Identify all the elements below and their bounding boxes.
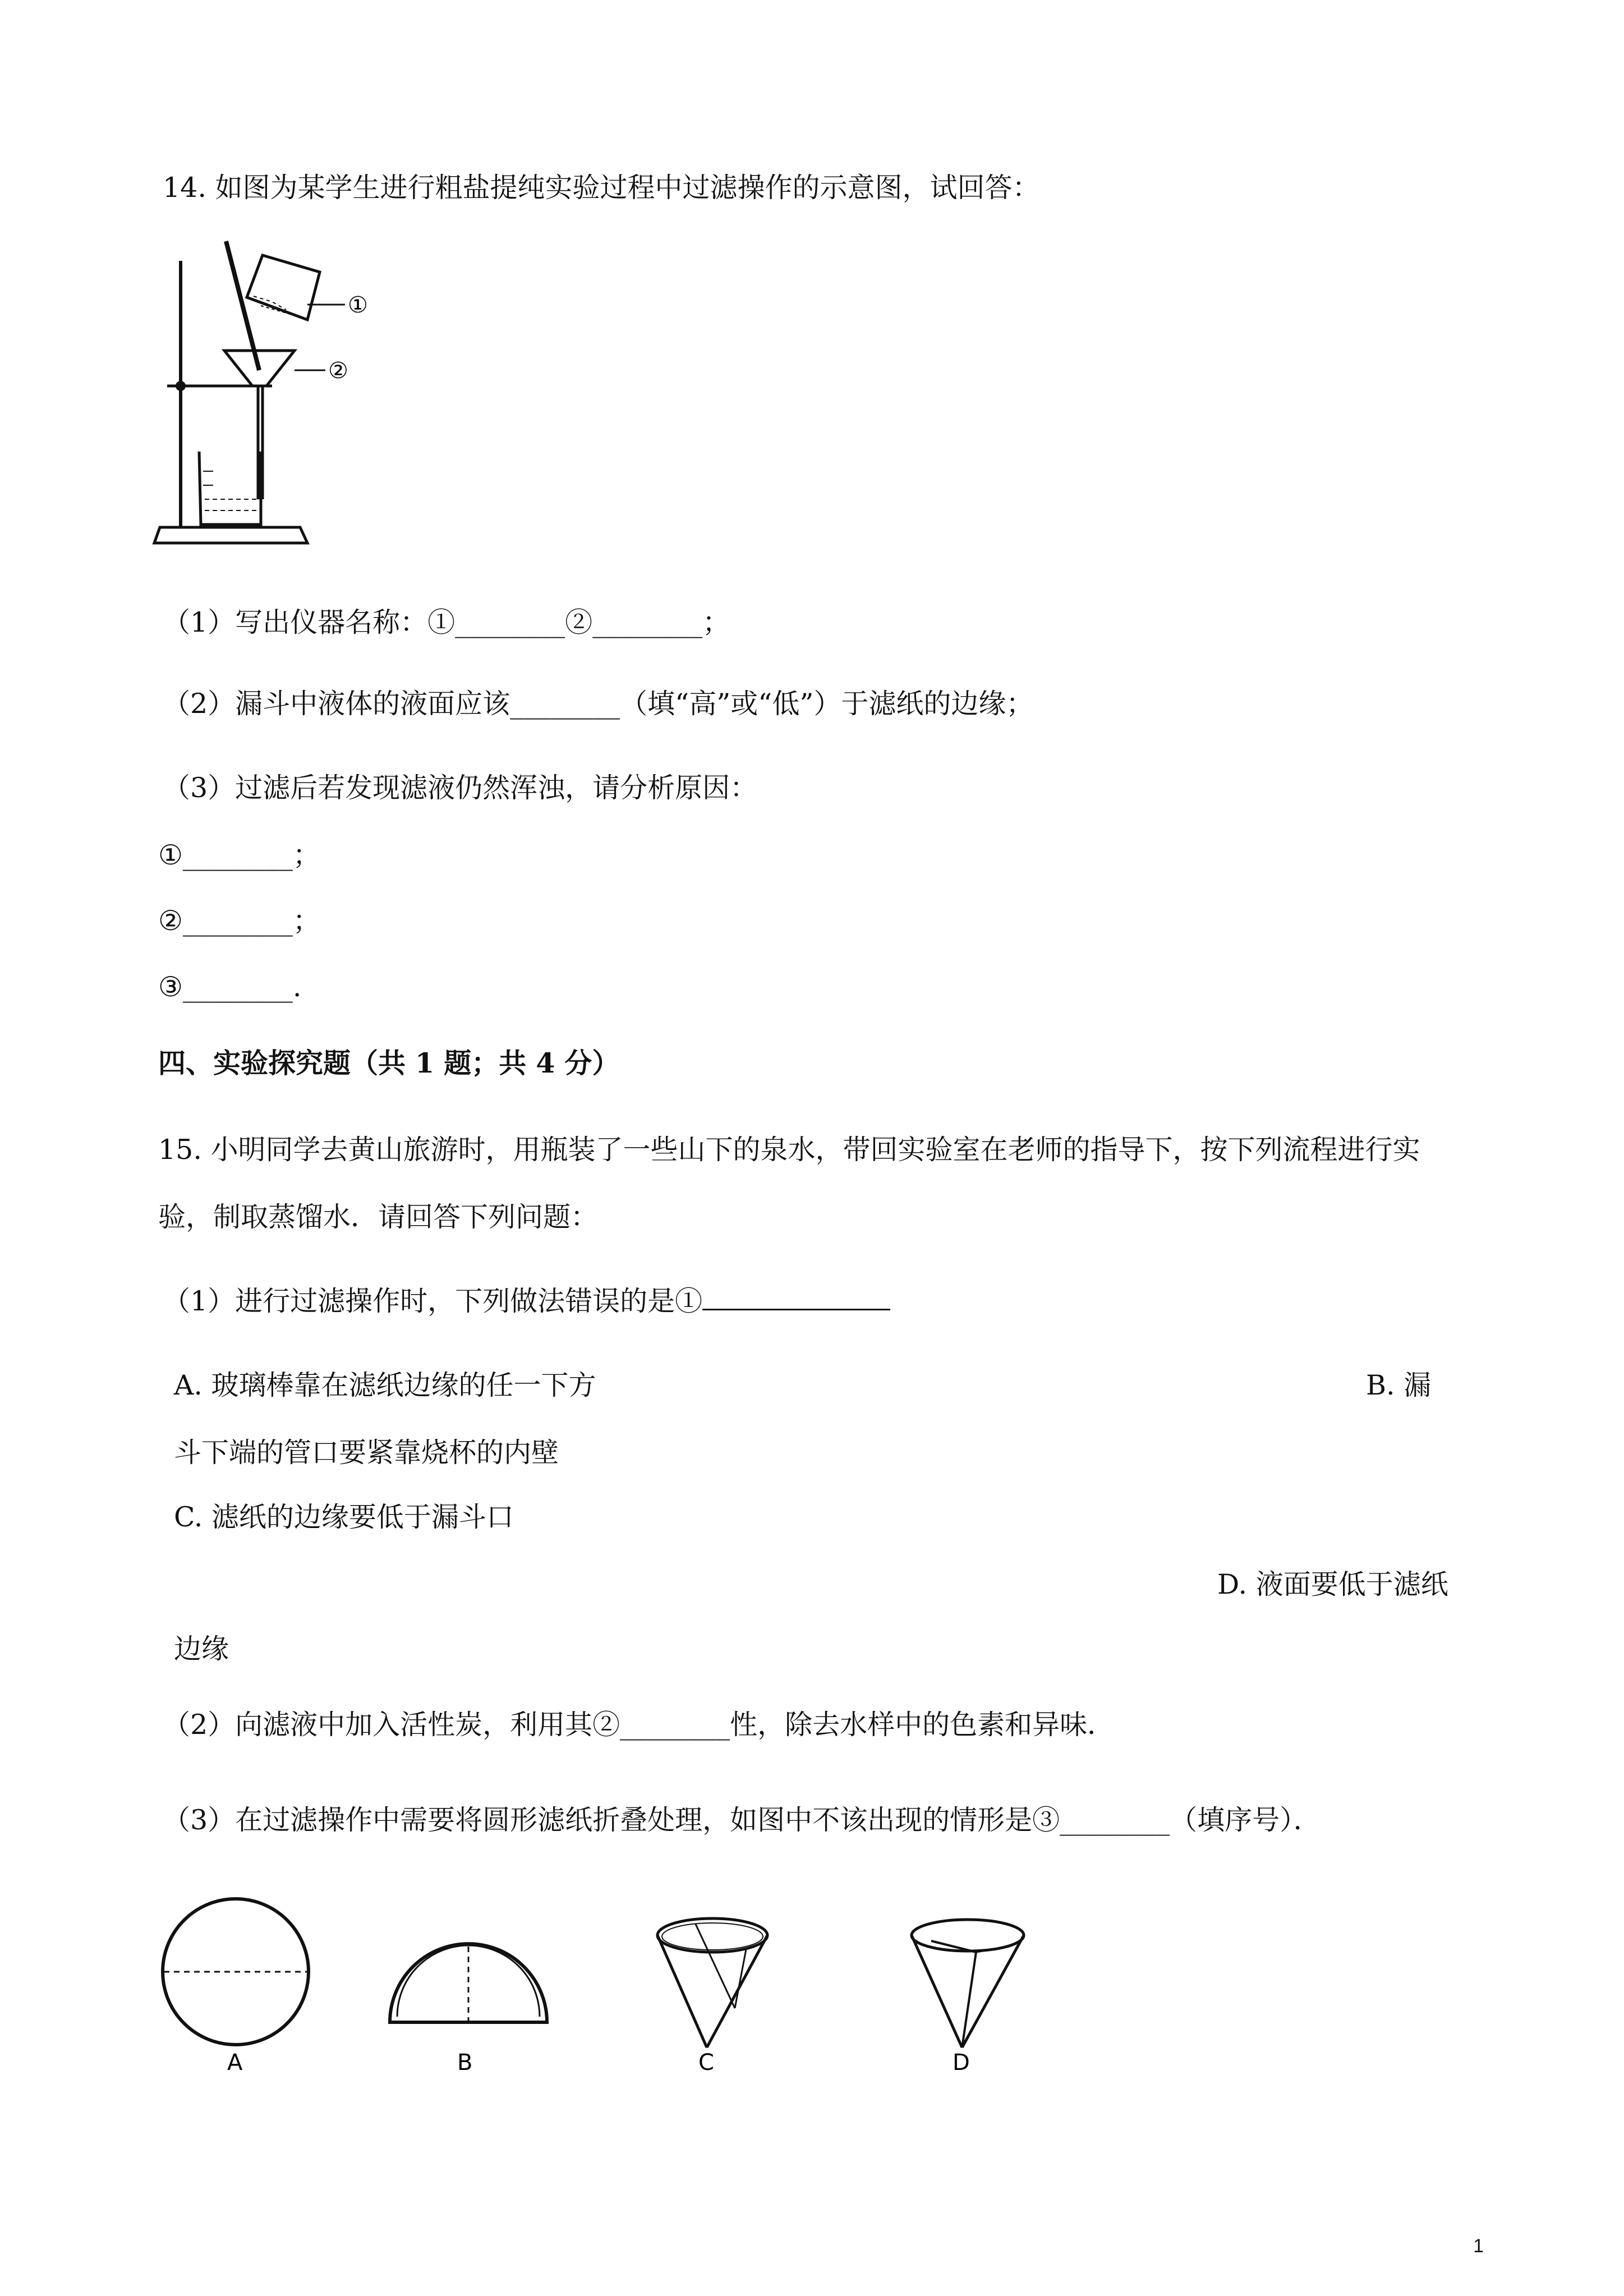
figure-d xyxy=(912,1920,1024,2076)
label-c: C xyxy=(698,2050,714,2076)
option-b-tail: 斗下端的管口要紧靠烧杯的内壁 xyxy=(174,1437,559,1469)
filter-paper-figures xyxy=(151,1896,1105,2092)
figure-b xyxy=(390,1944,547,2076)
q15-stem-line2: 验，制取蒸馏水．请回答下列问题： xyxy=(158,1201,599,1233)
q14-sub2: （2）漏斗中液体的液面应该________（填“高”或“低”）于滤纸的边缘； xyxy=(163,688,1034,720)
stand-base xyxy=(154,527,307,543)
page-number: 1 xyxy=(1473,2235,1484,2257)
q14-reason-3: ③________. xyxy=(158,971,302,1003)
option-b-head: B. 漏 xyxy=(1366,1369,1432,1401)
section-heading: 四、实验探究题（共 1 题；共 4 分） xyxy=(158,1047,620,1079)
label-a: A xyxy=(227,2050,243,2076)
label-d: D xyxy=(953,2050,970,2076)
option-d-tail: 边缘 xyxy=(174,1633,229,1665)
option-c: C. 滤纸的边缘要低于漏斗口 xyxy=(174,1501,514,1533)
label-b: B xyxy=(457,2050,473,2076)
figure-a xyxy=(163,1899,309,2076)
answer-blank xyxy=(702,1286,890,1310)
q15-stem-line1: 15. 小明同学去黄山旅游时，用瓶装了一些山下的泉水，带回实验室在老师的指导下，按下列流程进行实 xyxy=(158,1134,1420,1166)
label-2: ② xyxy=(328,358,348,384)
q15-sub1-text: （1）进行过滤操作时，下列做法错误的是① xyxy=(163,1285,703,1317)
q14-reason-1: ①________； xyxy=(158,839,320,871)
receiving-beaker-icon xyxy=(199,452,261,524)
q15-sub1 xyxy=(163,1285,890,1318)
q14-reason-2: ②________； xyxy=(158,905,320,937)
q14-stem: 14. 如图为某学生进行粗盐提纯实验过程中过滤操作的示意图，试回答： xyxy=(163,172,1040,204)
filtration-apparatus-figure xyxy=(151,236,404,550)
q14-sub3: （3）过滤后若发现滤液仍然浑浊，请分析原因： xyxy=(163,772,758,804)
label-1: ① xyxy=(348,292,368,318)
option-a: A. 玻璃棒靠在滤纸边缘的任一下方 xyxy=(174,1369,596,1401)
q14-sub1: （1）写出仪器名称：①________②________； xyxy=(163,606,730,638)
pouring-beaker-icon xyxy=(247,255,320,320)
q15-sub3: （3）在过滤操作中需要将圆形滤纸折叠处理，如图中不该出现的情形是③________（填序号）． xyxy=(163,1804,1321,1836)
option-d-head: D. 液面要低于滤纸 xyxy=(1217,1568,1448,1600)
q15-sub2: （2）向滤液中加入活性炭，利用其②________性，除去水样中的色素和异味． xyxy=(163,1709,1115,1741)
figure-c xyxy=(657,1918,767,2076)
